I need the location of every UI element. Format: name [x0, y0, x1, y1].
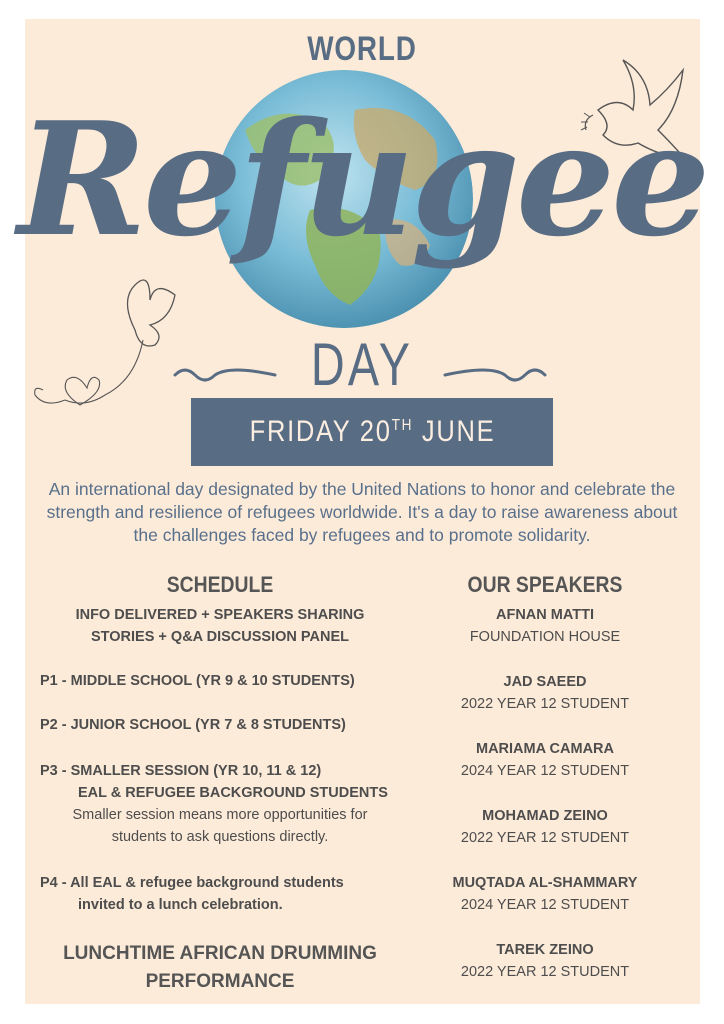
date-suffix: TH — [391, 417, 413, 434]
speaker-role: 2022 YEAR 12 STUDENT — [460, 696, 630, 712]
speaker-entry — [435, 604, 655, 648]
schedule-p3-note-2: students to ask questions directly. — [111, 829, 329, 845]
date-month: JUNE — [412, 415, 495, 448]
schedule-p4-sub: invited to a lunch celebration. — [78, 897, 283, 913]
speaker-entry — [435, 671, 655, 715]
speaker-role: 2022 YEAR 12 STUDENT — [460, 830, 630, 846]
speaker-role: 2024 YEAR 12 STUDENT — [460, 763, 630, 779]
speaker-entry — [435, 738, 655, 782]
speakers-title: OUR SPEAKERS — [467, 572, 623, 597]
intro-text: An international day designated by the United Nations to honor and celebrate the strength and resilience of refugees worldwide. It's a day to raise awareness about the challenges faced by refugees and to promote solidarity. — [46, 479, 678, 545]
speaker-name: MOHAMAD ZEINO — [482, 808, 608, 824]
speaker-name: JAD SAEED — [503, 674, 587, 690]
date-banner — [191, 398, 553, 466]
world-heading: WORLD — [307, 30, 417, 68]
schedule-subtitle-1: INFO DELIVERED + SPEAKERS SHARING — [75, 607, 365, 623]
lunchtime-performance — [40, 940, 400, 996]
speaker-name: MUQTADA AL-SHAMMARY — [452, 875, 638, 891]
speaker-role: 2024 YEAR 12 STUDENT — [460, 897, 630, 913]
schedule-p4: P4 - All EAL & refugee background students — [40, 875, 344, 891]
schedule-p3-sub: EAL & REFUGEE BACKGROUND STUDENTS — [78, 785, 388, 801]
speaker-name: MARIAMA CAMARA — [476, 741, 614, 757]
schedule-title: SCHEDULE — [166, 572, 274, 597]
schedule-column — [40, 572, 400, 996]
speakers-column — [435, 572, 655, 983]
schedule-subtitle-2: STORIES + Q&A DISCUSSION PANEL — [91, 629, 349, 645]
speaker-entry — [435, 939, 655, 983]
schedule-p1: P1 - MIDDLE SCHOOL (YR 9 & 10 STUDENTS) — [40, 673, 355, 689]
date-main: FRIDAY 20 — [249, 415, 392, 448]
speaker-entry — [435, 872, 655, 916]
speaker-entry — [435, 805, 655, 849]
schedule-p2: P2 - JUNIOR SCHOOL (YR 7 & 8 STUDENTS) — [40, 717, 346, 733]
lunchtime-line-1: LUNCHTIME AFRICAN DRUMMING — [63, 943, 377, 964]
schedule-p3-note-1: Smaller session means more opportunities for — [72, 807, 368, 823]
speaker-role: 2022 YEAR 12 STUDENT — [460, 964, 630, 980]
day-heading: DAY — [310, 331, 414, 398]
speaker-name: AFNAN MATTI — [496, 607, 594, 623]
speaker-name: TAREK ZEINO — [496, 942, 594, 958]
lunchtime-line-2: PERFORMANCE — [145, 971, 295, 992]
schedule-p3: P3 - SMALLER SESSION (YR 10, 11 & 12) — [40, 763, 322, 779]
speaker-role: FOUNDATION HOUSE — [469, 629, 621, 645]
refugee-heading: Refugee — [17, 88, 707, 271]
